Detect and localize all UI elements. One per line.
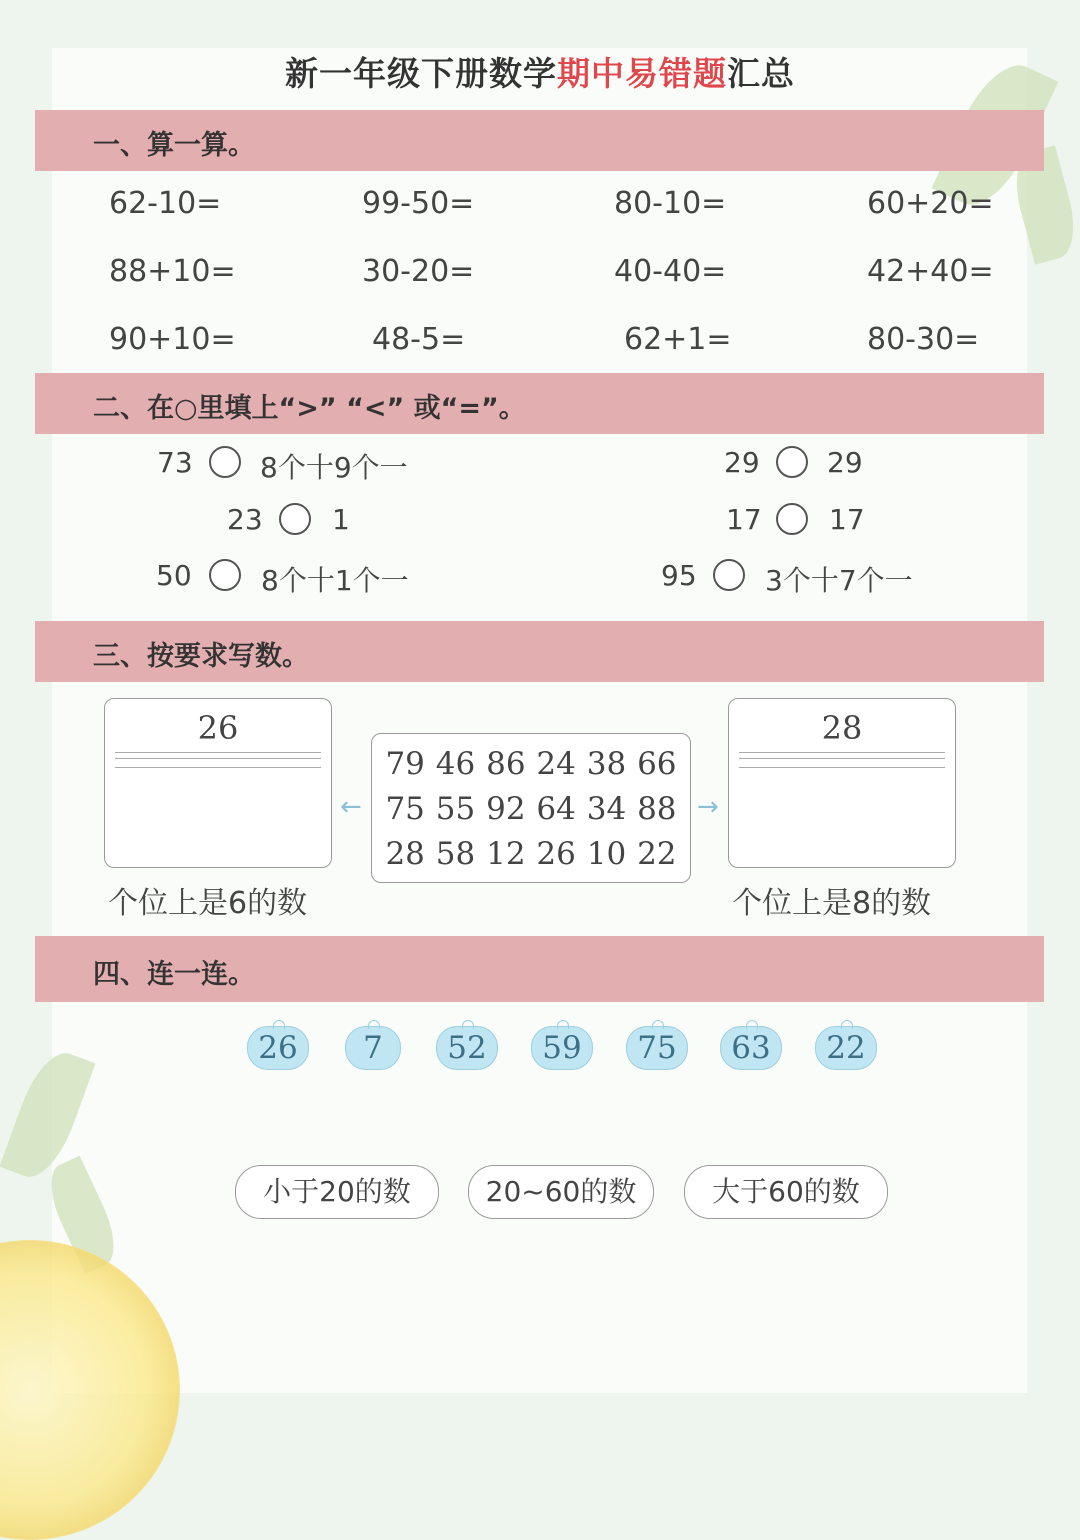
compare-right: 8个十9个一 <box>260 451 408 484</box>
ones-8-box[interactable] <box>728 698 956 868</box>
calc-item: 99-50= <box>362 186 475 221</box>
pool-row <box>372 836 690 872</box>
calc-item: 48-5= <box>372 322 466 357</box>
number-bubble[interactable]: 52 <box>436 1026 498 1070</box>
pool-number: 92 <box>486 791 526 827</box>
calc-item: 40-40= <box>614 254 727 289</box>
calc-item: 62-10= <box>109 186 222 221</box>
section1-band <box>35 110 1044 171</box>
pool-number: 66 <box>637 746 677 782</box>
pool-number: 46 <box>435 746 476 782</box>
pool-number: 38 <box>586 746 627 782</box>
compare-left: 95 <box>661 559 697 592</box>
compare-left: 50 <box>156 559 192 592</box>
pool-number: 79 <box>385 746 425 782</box>
title-highlight: 期中易错题 <box>557 54 727 93</box>
category-20-to-60[interactable]: 20~60的数 <box>468 1165 654 1219</box>
ones-8-box-head: 28 <box>821 709 863 747</box>
compare-right: 3个十7个一 <box>765 564 913 597</box>
calc-item: 30-20= <box>362 254 475 289</box>
compare-circle[interactable] <box>209 559 241 591</box>
calc-item: 42+40= <box>867 254 994 289</box>
compare-right: 17 <box>829 503 865 536</box>
section4-band <box>35 936 1044 1002</box>
pool-number: 86 <box>486 746 526 782</box>
number-bubble[interactable]: 59 <box>531 1026 593 1070</box>
number-bubble[interactable]: 63 <box>720 1026 782 1070</box>
ones-6-box[interactable] <box>104 698 332 868</box>
section2-heading: 二、在○里填上“>” “<” 或“=”。 <box>93 393 526 424</box>
section1-heading: 一、算一算。 <box>93 130 255 161</box>
ones-6-box-head: 26 <box>197 709 239 747</box>
compare-left: 29 <box>724 446 760 479</box>
pool-row <box>372 791 690 827</box>
pool-number: 10 <box>586 836 627 872</box>
compare-right: 29 <box>827 446 863 479</box>
section3-band <box>35 621 1044 682</box>
ones-8-caption: 个位上是8的数 <box>732 886 932 921</box>
calc-item: 80-10= <box>614 186 727 221</box>
category-less-than-20[interactable]: 小于20的数 <box>235 1165 439 1219</box>
compare-circle[interactable] <box>776 446 808 478</box>
pool-number: 26 <box>536 836 576 872</box>
compare-right: 8个十1个一 <box>261 564 409 597</box>
pool-number: 12 <box>486 836 526 872</box>
calc-item: 60+20= <box>867 186 994 221</box>
number-pool <box>371 733 691 883</box>
category-greater-than-60[interactable]: 大于60的数 <box>684 1165 888 1219</box>
compare-circle[interactable] <box>279 503 311 535</box>
calc-item: 62+1= <box>624 322 732 357</box>
calc-item: 88+10= <box>109 254 236 289</box>
arrow-right-icon: → <box>697 792 719 822</box>
section2-band <box>35 373 1044 434</box>
writing-lines <box>739 752 945 768</box>
pool-row <box>372 746 690 782</box>
compare-left: 73 <box>157 446 193 479</box>
title-part1: 新一年级下册数学 <box>285 54 557 93</box>
compare-left: 17 <box>726 503 762 536</box>
ones-6-caption: 个位上是6的数 <box>108 886 308 921</box>
compare-circle[interactable] <box>713 559 745 591</box>
compare-left: 23 <box>227 503 263 536</box>
section3-heading: 三、按要求写数。 <box>93 641 309 672</box>
number-bubble[interactable]: 75 <box>626 1026 688 1070</box>
page-title <box>0 48 1080 95</box>
section4-heading: 四、连一连。 <box>93 959 255 990</box>
calc-item: 80-30= <box>867 322 980 357</box>
writing-lines <box>115 752 321 768</box>
compare-circle[interactable] <box>209 446 241 478</box>
pool-number: 28 <box>385 836 425 872</box>
pool-number: 58 <box>435 836 476 872</box>
pool-number: 88 <box>637 791 677 827</box>
pool-number: 55 <box>435 791 476 827</box>
title-part2: 汇总 <box>727 54 795 93</box>
compare-right: 1 <box>332 503 350 536</box>
number-bubble[interactable]: 26 <box>247 1026 309 1070</box>
pool-number: 34 <box>586 791 627 827</box>
arrow-left-icon: ← <box>340 792 362 822</box>
pool-number: 75 <box>385 791 425 827</box>
calc-item: 90+10= <box>109 322 236 357</box>
number-bubble[interactable]: 7 <box>345 1026 401 1070</box>
pool-number: 22 <box>637 836 677 872</box>
pool-number: 64 <box>536 791 576 827</box>
pool-number: 24 <box>536 746 576 782</box>
number-bubble[interactable]: 22 <box>815 1026 877 1070</box>
compare-circle[interactable] <box>776 503 808 535</box>
